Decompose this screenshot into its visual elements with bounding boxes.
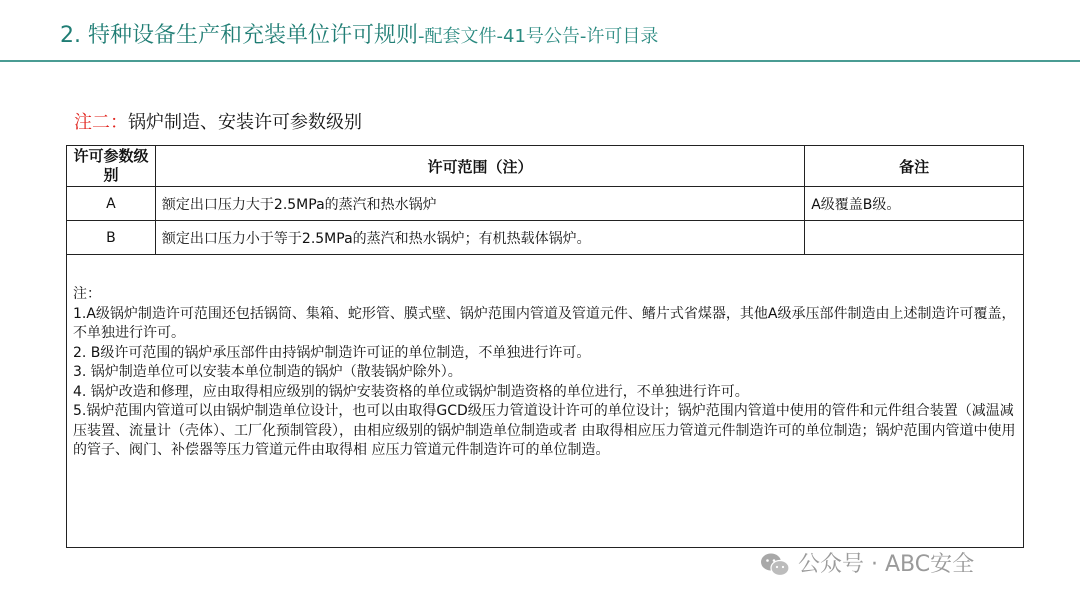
note-item-2: 2. B级许可范围的锅炉承压部件由持锅炉制造许可证的单位制造，不单独进行许可。: [73, 344, 591, 361]
row-scope: 额定出口压力小于等于2.5MPa的蒸汽和热水锅炉；有机热载体锅炉。: [155, 221, 804, 255]
wechat-icon: [760, 552, 790, 578]
table-row: [67, 221, 1024, 255]
row-level: A: [67, 187, 156, 221]
slide-title-sub: -配套文件-41号公告-许可目录: [418, 26, 659, 47]
watermark-text: 公众号 · ABC安全: [798, 552, 975, 577]
header-remark: 备注: [805, 146, 1024, 187]
slide-title: [60, 18, 658, 54]
license-level-table: [66, 145, 1024, 548]
note-heading: [74, 108, 362, 134]
slide-title-main: 2. 特种设备生产和充装单位许可规则: [60, 23, 418, 48]
row-scope: 额定出口压力大于2.5MPa的蒸汽和热水锅炉: [155, 187, 804, 221]
row-remark: [805, 221, 1024, 255]
table-row: [67, 187, 1024, 221]
note-heading-text: 锅炉制造、安装许可参数级别: [128, 112, 362, 133]
watermark: [760, 548, 974, 582]
title-divider: [0, 60, 1080, 62]
note-item-3: 3. 锅炉制造单位可以安装本单位制造的锅炉（散装锅炉除外）。: [73, 364, 462, 380]
header-scope: 许可范围（注）: [155, 146, 804, 187]
table-header-row: [67, 146, 1024, 187]
row-remark: A级覆盖B级。: [805, 187, 1024, 221]
note-heading-prefix: 注二：: [74, 112, 128, 133]
notes-label: 注：: [73, 286, 101, 302]
header-level: 许可参数级别: [67, 146, 156, 187]
notes-cell: [67, 255, 1024, 548]
notes-row: [67, 255, 1024, 548]
note-item-4: 4. 锅炉改造和修理，应由取得相应级别的锅炉安装资格的单位或锅炉制造资格的单位进行，不单独进行许可。: [73, 383, 749, 400]
row-level: B: [67, 221, 156, 255]
note-item-5: 5.锅炉范围内管道可以由锅炉制造单位设计，也可以由取得GCD级压力管道设计许可的单位设计；锅炉范围内管道中使用的管件和元件组合装置（减温减压装置、流量计（壳体）、工厂化预制管段），由相应级别的锅炉制造单位制造或者 由取得相应压力管道元件制造许可的单位制造；锅炉范围内管道中使用的管子、阀门、补偿器等压力管道元件由取得相 应压力管道元件制造许可的单位制造。: [73, 403, 1016, 458]
note-item-1: 1.A级锅炉制造许可范围还包括锅筒、集箱、蛇形管、膜式壁、锅炉范围内管道及管道元件、鳍片式省煤器，其他A级承压部件制造由上述制造许可覆盖，不单独进行许可。: [73, 305, 1016, 341]
